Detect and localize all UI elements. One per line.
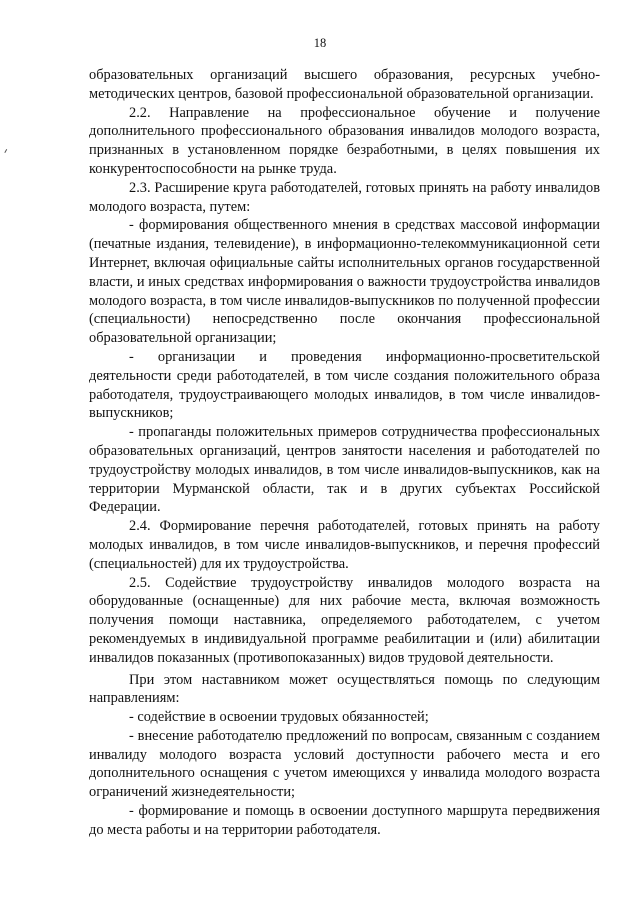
list-item-duties: - содействие в освоении трудовых обязанностей; — [129, 709, 429, 726]
paragraph-continuation: образовательных организаций высшего образования, ресурсных учебно-методических центров, базовой профессиональной образовательной организации. — [89, 67, 600, 102]
page-number: 18 — [313, 36, 327, 50]
paragraph-mentor-intro: При этом наставником может осуществляться помощь по следующим направлениям: — [89, 671, 600, 707]
paragraph-2-3: 2.3. Расширение круга работодателей, готовых принять на работу инвалидов молодого возраста, путем: — [89, 179, 600, 215]
document-body — [89, 66, 600, 840]
list-item-media: - формирования общественного мнения в средствах массовой информации (печатные издания, телевидение), в информационно-телекоммуникационной сети Интернет, включая официальные сайты исполнительных органов государственной власти, и иных средствах информирования о важности трудоустройства инвалидов молодого возраста, в том числе инвалидов-выпускников по полученной профессии (специальности) непосредственно после окончания профессиональной образовательной организации; — [89, 217, 600, 347]
paragraph-2-4: 2.4. Формирование перечня работодателей, готовых принять на работу молодых инвалидов, в том числе инвалидов-выпускников, и перечня профессий (специальностей) для их трудоустройства. — [89, 518, 600, 572]
list-item-accessibility: - внесение работодателю предложений по вопросам, связанным с созданием инвалиду молодого возраста условий доступности рабочего места и его дополнительного оснащения с учетом имеющихся у инвалида молодого возраста ограничений жизнедеятельности; — [89, 727, 600, 801]
paragraph-2-2: 2.2. Направление на профессиональное обучение и получение дополнительного профессионального образования инвалидов молодого возраста, признанных в установленном порядке безработными, в целях повышения их конкурентоспособности на рынке труда. — [89, 104, 600, 177]
list-item-route: - формирование и помощь в освоении доступного маршрута передвижения до места работы и на территории работодателя. — [89, 803, 600, 838]
margin-mark — [4, 149, 10, 155]
list-item-outreach: - организации и проведения информационно-просветительской деятельности среди работодателей, в том числе создания положительного образа работодателя, трудоустраивающего молодых инвалидов, в том числе инвалидов-выпускников; — [89, 348, 600, 422]
list-item-promotion: - пропаганды положительных примеров сотрудничества профессиональных образовательных организаций, центров занятости населения и работодателей по трудоустройству молодых инвалидов, в том числе инвалидов-выпускников, как на территории Мурманской области, так и в других субъектах Российской Федерации. — [89, 424, 600, 516]
paragraph-2-5: 2.5. Содействие трудоустройству инвалидов молодого возраста на оборудованные (оснащенные) для них рабочие места, включая возможность получения помощи наставника, определяемого работодателем, с учетом рекомендуемых в индивидуальной программе реабилитации и (или) абилитации инвалидов показанных (противопоказанных) видов трудовой деятельности. — [89, 574, 600, 666]
